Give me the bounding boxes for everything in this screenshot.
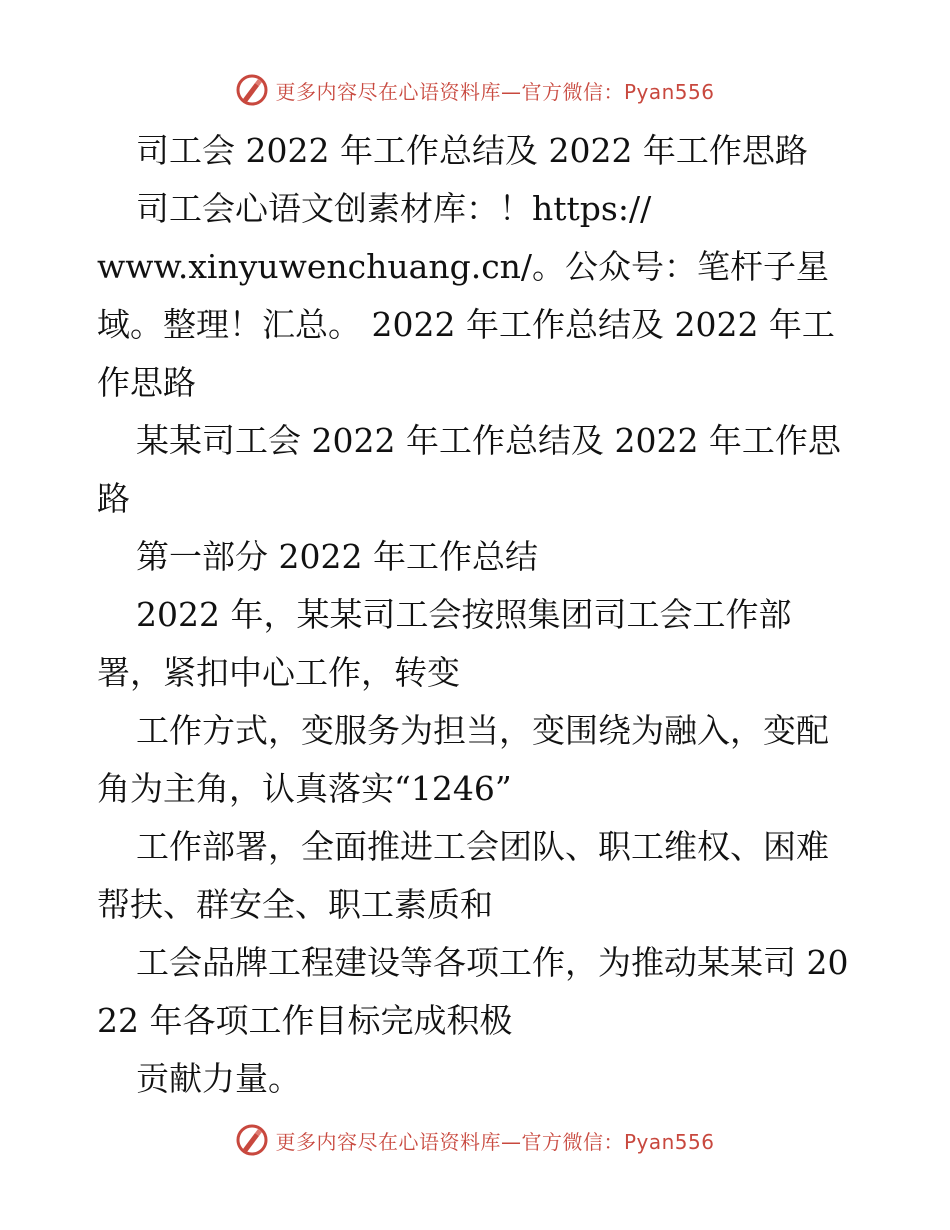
header-watermark bbox=[0, 70, 950, 110]
watermark-text: 更多内容尽在心语资料库—官方微信：Pyan556 bbox=[275, 1129, 715, 1154]
body-paragraph: 工会品牌工程建设等各项工作，为推动某某司 2022 年各项工作目标完成积极 bbox=[97, 943, 849, 1040]
document-title: 某某司工会 2022 年工作总结及 2022 年工作思路 bbox=[97, 421, 841, 518]
pen-logo-icon bbox=[235, 73, 269, 107]
body-paragraph: 贡献力量。 bbox=[136, 1059, 301, 1098]
watermark-text: 更多内容尽在心语资料库—官方微信：Pyan556 bbox=[275, 79, 715, 104]
body-paragraph: 2022 年，某某司工会按照集团司工会工作部署，紧扣中心工作，转变 bbox=[97, 595, 792, 692]
document-body bbox=[97, 122, 857, 1108]
body-paragraph: 工作方式，变服务为担当，变围绕为融入，变配角为主角，认真落实“1246” bbox=[97, 711, 829, 808]
body-paragraph: 工作部署，全面推进工会团队、职工维权、困难帮扶、群安全、职工素质和 bbox=[97, 827, 829, 924]
source-note-paragraph: 司工会心语文创素材库：！https:// www.xinyuwenchuang.cn/。公众号：笔杆子星域。整理！汇总。 2022 年工作总结及 2022 年工作思路 bbox=[97, 189, 835, 402]
section-heading: 第一部分 2022 年工作总结 bbox=[136, 537, 538, 576]
footer-watermark bbox=[0, 1120, 950, 1160]
pen-logo-icon bbox=[235, 1123, 269, 1157]
doc-title-line: 司工会 2022 年工作总结及 2022 年工作思路 bbox=[136, 131, 808, 170]
